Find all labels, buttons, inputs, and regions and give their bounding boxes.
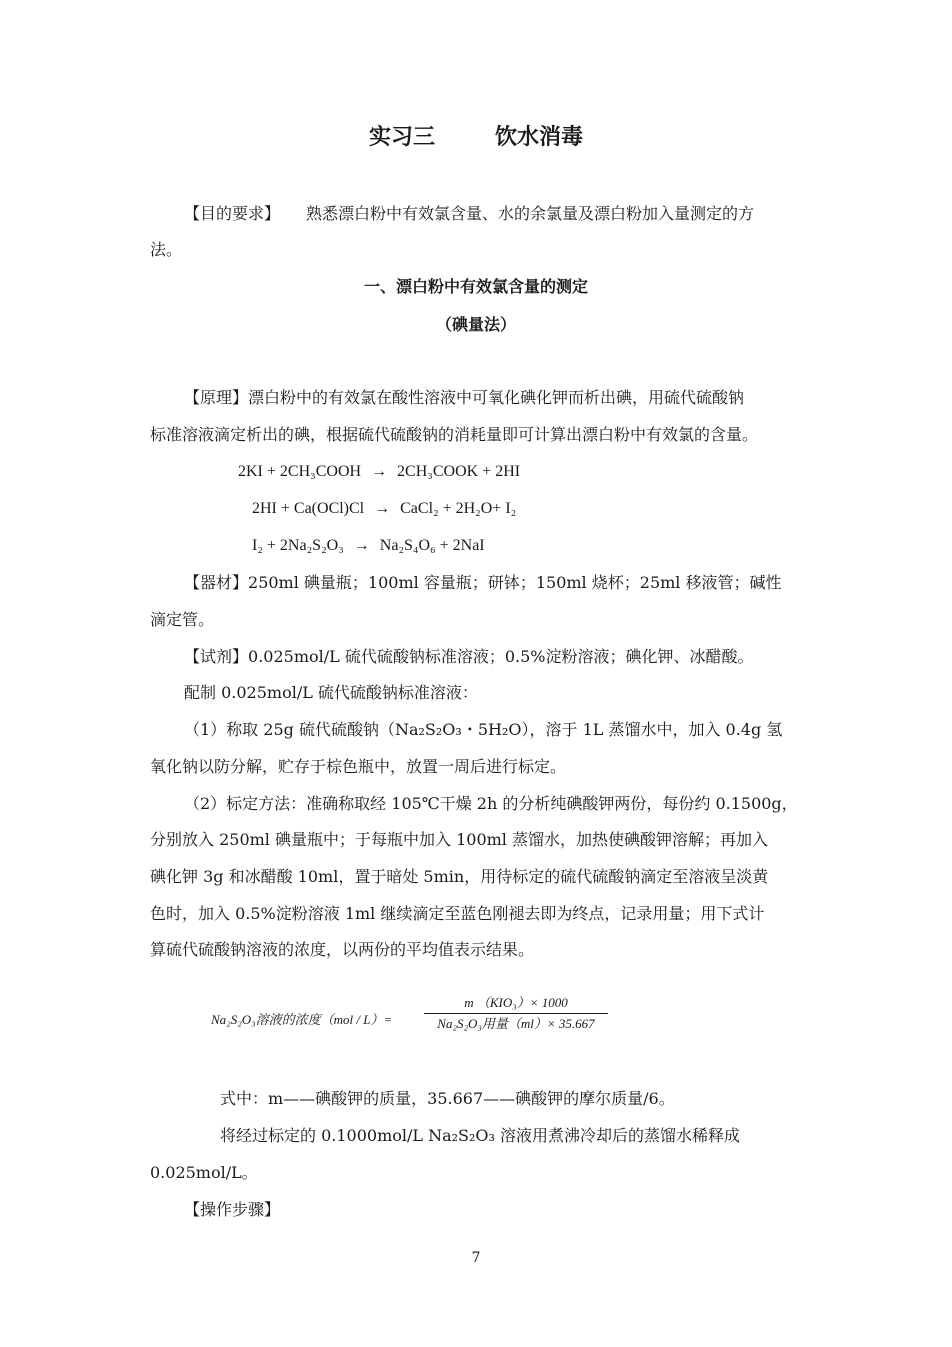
formula-lhs: Na₂S₂O₃溶液的浓度（mol / L）= [211,1012,393,1027]
arrow-icon: → [371,463,388,480]
aim-paragraph-line2: 法。 [150,240,183,259]
reagents-label: 【试剂】 [184,647,249,666]
equation-left: I₂ + 2Na₂S₂O₃ [252,537,344,554]
step2-line1: （2）标定方法：准确称取经 105℃干燥 2h 的分析纯碘酸钾两份，每份约 0.1500g， [184,794,798,813]
section-subheading: （碘量法） [435,315,516,334]
step1-line1: （1）称取 25g 硫代硫酸钠（Na₂S₂O₃・5H₂O），溶于 1L 蒸馏水中，加入 0.4g 氢 [184,720,783,739]
aim-text: 熟悉漂白粉中有效氯含量、水的余氯量及漂白粉加入量测定的方 [306,204,755,223]
arrow-icon: → [353,537,370,554]
reagents-line1 [184,647,754,667]
principle-line1 [184,388,744,408]
title-part2: 饮水消毒 [495,125,584,150]
equipment-label: 【器材】 [184,573,249,592]
page-title [0,124,952,152]
formula-denominator: Na₂S₂O₃用量（ml）× 35.667 [437,1016,595,1031]
note-line1: 式中：m——碘酸钾的质量，35.667——碘酸钾的摩尔质量/6。 [220,1089,675,1108]
procedure-label: 【操作步骤】 [184,1200,281,1219]
equation-row [252,499,516,519]
step1-line2: 氧化钠以防分解，贮存于棕色瓶中，放置一周后进行标定。 [150,757,567,776]
equipment-line2: 滴定管。 [150,610,215,629]
note-line3: 0.025mol/L。 [150,1163,258,1182]
equipment-text: 250ml 碘量瓶；100ml 容量瓶；研钵；150ml 烧杯；25ml 移液管；碱性 [248,573,782,592]
fraction-bar [424,1013,608,1014]
reagents-prep: 配制 0.025mol/L 硫代硫酸钠标准溶液： [184,683,478,702]
formula-fraction [424,995,608,1032]
note-line2: 将经过标定的 0.1000mol/L Na₂S₂O₃ 溶液用煮沸冷却后的蒸馏水稀释成 [220,1126,741,1145]
page-number: 7 [471,1250,481,1266]
step2-line3: 碘化钾 3g 和冰醋酸 10ml，置于暗处 5min，用待标定的硫代硫酸钠滴定至溶液呈淡黄 [150,867,769,886]
equation-right: Na₂S₄O₆ + 2NaI [379,537,485,554]
aim-paragraph-line1 [184,204,754,224]
title-part1: 实习三 [368,125,435,150]
section-heading: 一、漂白粉中有效氯含量的测定 [363,277,588,296]
principle-text: 漂白粉中的有效氯在酸性溶液中可氧化碘化钾而析出碘，用硫代硫酸钠 [248,388,745,407]
arrow-icon: → [374,500,391,517]
equation-left: 2KI + 2CH₃COOH [238,463,362,480]
equation-right: 2CH₃COOK + 2HI [397,463,521,480]
reagents-text: 0.025mol/L 硫代硫酸钠标准溶液；0.5%淀粉溶液；碘化钾、冰醋酸。 [248,647,754,666]
formula-numerator: m （KIO₃）× 1000 [464,995,568,1010]
principle-label: 【原理】 [184,388,249,407]
step2-line4: 色时，加入 0.5%淀粉溶液 1ml 继续滴定至蓝色刚褪去即为终点，记录用量；用下式计 [150,904,765,923]
step2-line2: 分别放入 250ml 碘量瓶中；于每瓶中加入 100ml 蒸馏水，加热使碘酸钾溶解；再加入 [150,830,769,849]
equation-row [252,536,485,556]
principle-line2: 标准溶液滴定析出的碘，根据硫代硫酸钠的消耗量即可计算出漂白粉中有效氯的含量。 [150,425,759,444]
equation-row [238,462,520,482]
equation-right: CaCl₂ + 2H₂O+ I₂ [400,500,517,517]
aim-label: 【目的要求】 [184,204,281,223]
step2-line5: 算硫代硫酸钠溶液的浓度，以两份的平均值表示结果。 [150,940,535,959]
equation-left: 2HI + Ca(OCl)Cl [252,500,365,517]
equipment-line1 [184,573,782,593]
